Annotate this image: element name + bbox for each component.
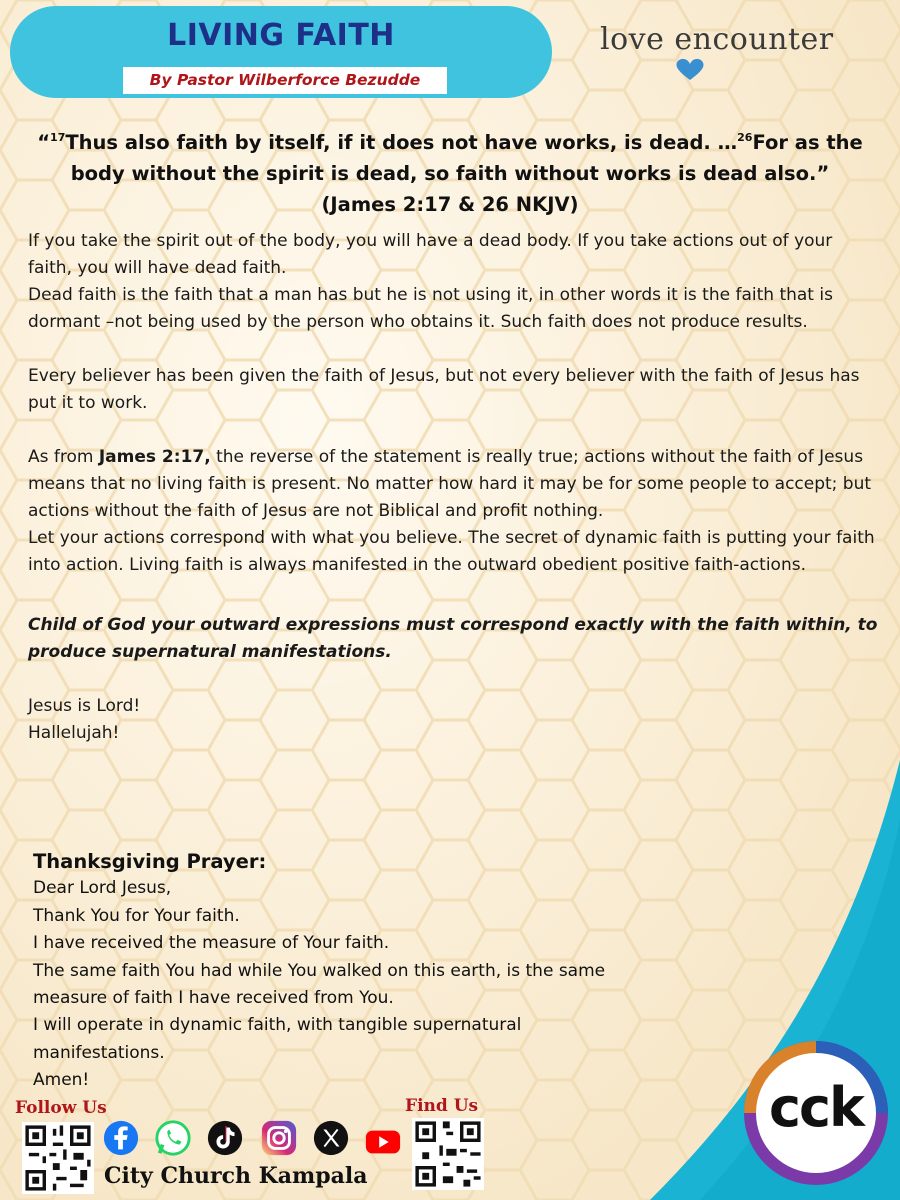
closing-line: Jesus is Lord! <box>28 696 141 716</box>
cck-logo-text: cck <box>769 1076 863 1139</box>
title-banner <box>10 6 552 98</box>
scripture-reference: (James 2:17 & 26 NKJV) <box>321 193 579 216</box>
paragraph: Dead faith is the faith that a man has but he is not using it, in other words it is the faith that is dormant –not being used by the person who obtains it. Such faith does not produce results. <box>28 285 833 332</box>
closing-line: Hallelujah! <box>28 723 120 743</box>
scripture-quote <box>18 122 882 220</box>
paragraph: Let your actions correspond with what you believe. The secret of dynamic faith is putting your faith into action. Living faith is always manifested in the outward obedient positive faith-actions. <box>28 528 875 575</box>
love-encounter-logo <box>600 20 890 80</box>
page-title: LIVING FAITH <box>167 18 395 53</box>
facebook-icon[interactable] <box>102 1119 140 1157</box>
prayer-line: The same faith You had while You walked on this earth, is the same <box>33 960 606 981</box>
verse-number: 17 <box>50 131 66 144</box>
prayer-heading: Thanksgiving Prayer: <box>33 850 267 873</box>
instagram-icon[interactable] <box>260 1119 298 1157</box>
whatsapp-icon[interactable] <box>154 1119 192 1157</box>
prayer-line: I have received the measure of Your faith. <box>33 933 390 954</box>
exhortation: Child of God your outward expressions must correspond exactly with the faith within, to produce supernatural manifestations. <box>28 615 878 662</box>
scripture-highlight: James 2:17, <box>98 447 211 467</box>
paragraph: If you take the spirit out of the body, you will have a dead body. If you take actions out of your faith, you will have dead faith. <box>28 231 833 278</box>
prayer-line: Dear Lord Jesus, <box>33 878 172 899</box>
logo-text: love encounter <box>600 22 834 57</box>
cck-logo <box>741 1038 891 1188</box>
prayer-line: manifestations. <box>33 1042 165 1063</box>
follow-us-label: Follow Us <box>15 1098 107 1118</box>
verse-text: Thus also faith by itself, if it does not have works, is dead. … <box>65 131 738 154</box>
verse-text: body without the spirit is dead, so faith without works is dead also.” <box>70 162 830 185</box>
verse-number: 26 <box>737 131 753 144</box>
verse-text: For as the <box>752 131 863 154</box>
devotional-body <box>28 228 878 747</box>
prayer-line: Thank You for Your faith. <box>33 905 240 926</box>
qr-code-icon[interactable] <box>412 1118 484 1190</box>
x-icon[interactable] <box>312 1119 350 1157</box>
prayer-line: I will operate in dynamic faith, with tangible supernatural <box>33 1015 522 1036</box>
youtube-icon[interactable] <box>364 1123 402 1161</box>
social-icons <box>102 1119 402 1161</box>
open-quote: “ <box>37 131 51 154</box>
text-span: As from <box>28 447 99 467</box>
heart-icon <box>672 56 708 82</box>
find-us-label: Find Us <box>405 1096 479 1116</box>
prayer-line: measure of faith I have received from You. <box>33 988 394 1009</box>
tiktok-icon[interactable] <box>206 1119 244 1157</box>
paragraph: Every believer has been given the faith of Jesus, but not every believer with the faith of Jesus has put it to work. <box>28 366 860 413</box>
paragraph <box>28 444 878 525</box>
qr-code-icon[interactable] <box>22 1122 94 1194</box>
church-name: City Church Kampala <box>104 1163 368 1189</box>
text-span: the reverse of the statement is really true; actions without the faith of Jesus means that no living faith is present. No matter how hard it may be for some people to accept; but actions without the faith of Jesus are not Biblical and profit nothing. <box>28 447 872 521</box>
prayer-line: Amen! <box>33 1070 90 1091</box>
author-byline: By Pastor Wilberforce Bezudde <box>123 67 447 94</box>
thanksgiving-prayer <box>33 848 793 1095</box>
